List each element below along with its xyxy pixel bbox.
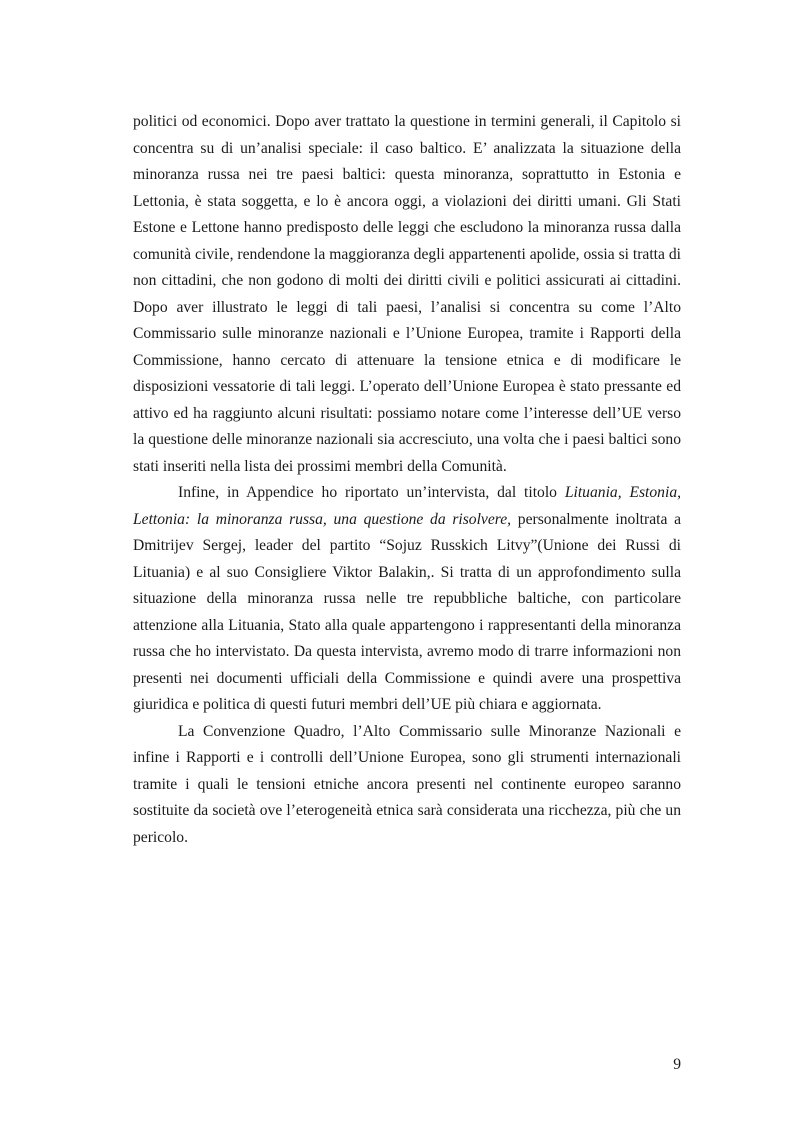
paragraph-3: La Convenzione Quadro, l’Alto Commissario sulle Minoranze Nazionali e infine i Rapporti e i controlli dell’Unione Europea, sono gli strumenti internazionali tramite i quali le tensioni etniche ancora presenti nel continente europeo saranno sostituite da società ove l’eterogeneità etnica sarà considerata una ricchezza, più che un pericolo.: [133, 722, 681, 846]
interview-title: Lituania, Estonia, Lettonia: la minoranza russa, una questione da risolvere,: [133, 484, 682, 528]
paragraph-2-rest: personalmente inoltrata a Dmitrijev Sergej, leader del partito “Sojuz Russkich Litvy”(Unione dei Russi di Lituania) e al suo Consigliere Viktor Balakin,. Si tratta di un approfondimento sulla situazione della minoranza russa nelle tre repubbliche baltiche, con particolare attenzione alla Lituania, Stato alla quale appartengono i rappresentanti della minoranza russa che ho intervistato. Da questa intervista, avremo modo di trarre informazioni non presenti nei documenti ufficiali della Commissione e quindi avere una prospettiva giuridica e politica di questi futuri membri dell’UE più chiara e aggiornata.: [133, 510, 681, 713]
paragraph-1: politici od economici. Dopo aver trattato la questione in termini generali, il Capitolo si concentra su di un’analisi speciale: il caso baltico. E’ analizzata la situazione della minoranza russa nei tre paesi baltici: questa minoranza, soprattutto in Estonia e Lettonia, è stata soggetta, e lo è ancora oggi, a violazioni dei diritti umani. Gli Stati Estone e Lettone hanno predisposto delle leggi che escludono la minoranza russa dalla comunità civile, rendendone la maggioranza degli appartenenti apolide, ossia si tratta di non cittadini, che non godono di molti dei diritti civili e politici assicurati ai cittadini. Dopo aver illustrato le leggi di tali paesi, l’analisi si concentra su come l’Alto Commissario sulle minoranze nazionali e l’Unione Europea, tramite i Rapporti della Commissione, hanno cercato di attenuare la tensione etnica e di modificare le disposizioni vessatorie di tali leggi. L’operato dell’Unione Europea è stato pressante ed attivo ed ha raggiunto alcuni risultati: possiamo notare come l’interesse dell’UE verso la questione delle minoranze nazionali sia accresciuto, una volta che i paesi baltici sono stati inseriti nella lista dei prossimi membri della Comunità.: [133, 113, 681, 475]
paragraph-2-lead: Infine, in Appendice ho riportato un’intervista, dal titolo: [178, 484, 565, 501]
body-text: [133, 109, 681, 851]
paragraph-2: [133, 480, 681, 719]
page-number: 9: [673, 1056, 681, 1073]
